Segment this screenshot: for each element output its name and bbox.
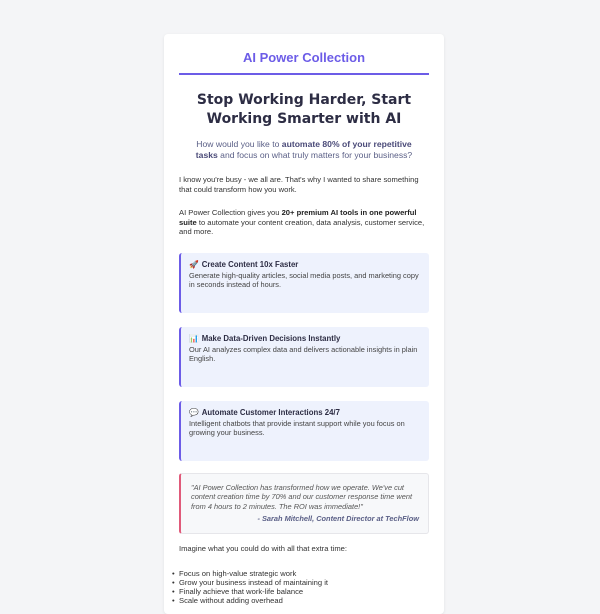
speech-bubble-icon: 💬 bbox=[189, 407, 199, 417]
suite-bold: 20+ premium AI tools in one powerful suite bbox=[179, 208, 417, 227]
list-item: • Focus on high-value strategic work bbox=[172, 569, 297, 578]
feature-card-customer bbox=[179, 401, 429, 461]
feature-description: Intelligent chatbots that provide instant support while you focus on growing your business. bbox=[189, 418, 405, 437]
suite-paragraph bbox=[179, 208, 429, 237]
imagine-text: Imagine what you could do with all that extra time: bbox=[179, 543, 347, 553]
suite-post: to automate your content creation, data analysis, customer service, and more. bbox=[179, 217, 425, 236]
feature-description: Our AI analyzes complex data and delivers actionable insights in plain English. bbox=[189, 344, 418, 363]
feature-title bbox=[189, 260, 419, 270]
feature-card-content bbox=[179, 253, 429, 313]
bar-chart-icon: 📊 bbox=[189, 333, 199, 343]
rocket-icon: 🚀 bbox=[189, 259, 199, 269]
feature-title bbox=[189, 408, 419, 418]
brand-title: AI Power Collection bbox=[242, 50, 366, 65]
suite-pre: AI Power Collection gives you bbox=[179, 208, 282, 217]
list-item: • Scale without adding overhead bbox=[172, 596, 283, 605]
testimonial-author: - Sarah Mitchell, Content Director at TechFlow bbox=[257, 514, 419, 523]
subheadline bbox=[179, 139, 429, 161]
feature-title-text: Make Data-Driven Decisions Instantly bbox=[201, 333, 341, 343]
headline: Stop Working Harder, Start Working Smarter with AI bbox=[196, 92, 412, 127]
feature-title bbox=[189, 334, 419, 344]
subhead-post: and focus on what truly matters for your business? bbox=[217, 150, 413, 160]
intro-paragraph: I know you're busy - we all are. That's why I wanted to share something that could transform how you work. bbox=[179, 175, 419, 194]
subhead-pre: How would you like to bbox=[196, 139, 282, 149]
testimonial-box bbox=[179, 473, 429, 534]
feature-description: Generate high-quality articles, social media posts, and marketing copy in seconds instead of hours. bbox=[189, 270, 419, 289]
list-item: • Finally achieve that work-life balance bbox=[172, 587, 304, 596]
feature-title-text: Create Content 10x Faster bbox=[201, 259, 299, 269]
list-item: • Grow your business instead of maintaining it bbox=[172, 578, 328, 587]
subhead-bold: automate 80% of your repetitive tasks bbox=[195, 139, 412, 160]
brand-divider bbox=[179, 73, 429, 75]
feature-title-text: Automate Customer Interactions 24/7 bbox=[201, 407, 340, 417]
feature-card-data bbox=[179, 327, 429, 387]
email-card bbox=[164, 34, 444, 614]
testimonial-quote: "AI Power Collection has transformed how we operate. We've cut content creation time by 70% and our customer response time went from 4 hours to 2 minutes. The ROI was immediate!" bbox=[191, 482, 413, 511]
